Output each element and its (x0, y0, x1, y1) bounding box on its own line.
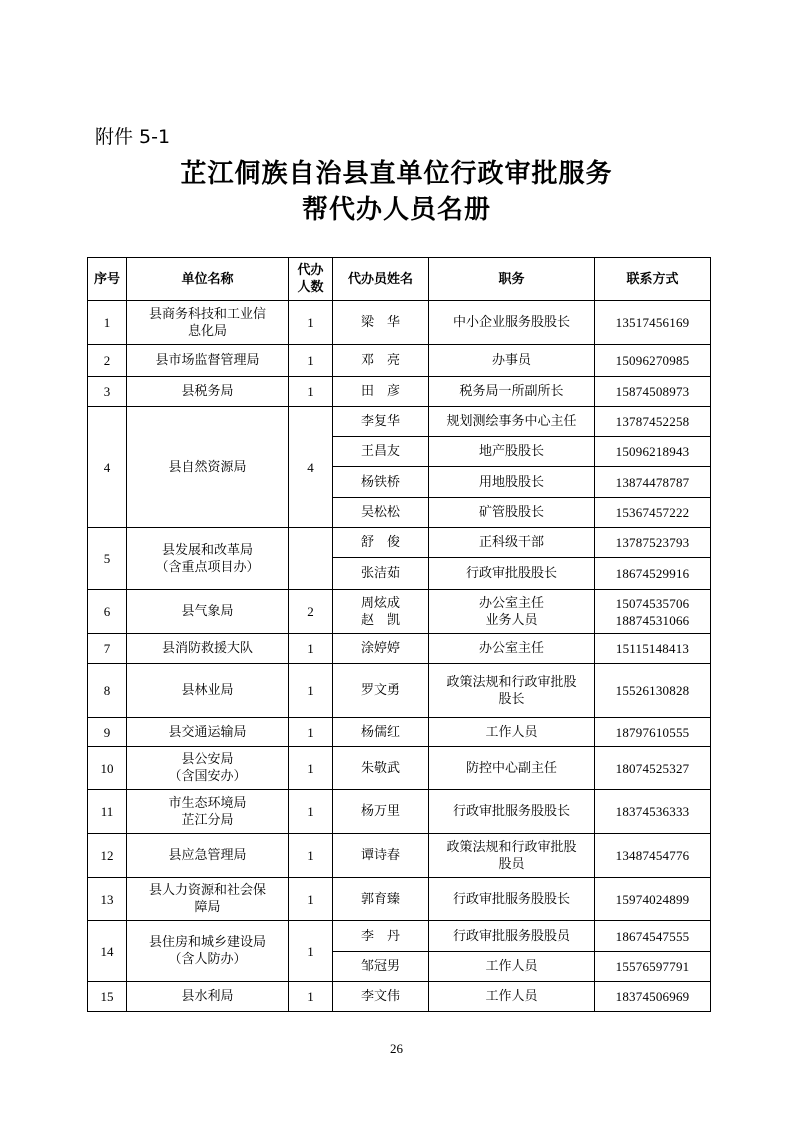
cell-phone: 18074525327 (595, 747, 711, 790)
cell-count: 1 (289, 634, 333, 664)
table-row (88, 345, 711, 377)
cell-position: 政策法规和行政审批股 股员 (429, 834, 595, 878)
cell-position: 矿管股股长 (429, 498, 595, 528)
staff-roster-table (87, 257, 711, 1012)
cell-agent: 邹冠男 (333, 952, 429, 982)
cell-phone: 18674529916 (595, 558, 711, 590)
cell-seq: 13 (88, 878, 127, 921)
cell-seq: 10 (88, 747, 127, 790)
cell-unit: 县应急管理局 (127, 834, 289, 878)
cell-agent: 田 彦 (333, 377, 429, 407)
cell-position: 办公室主任 (429, 634, 595, 664)
cell-agent: 梁 华 (333, 301, 429, 345)
cell-phone: 15526130828 (595, 664, 711, 718)
cell-unit: 县公安局 （含国安办） (127, 747, 289, 790)
cell-position: 行政审批服务股股长 (429, 878, 595, 921)
cell-count: 1 (289, 377, 333, 407)
cell-count (289, 528, 333, 590)
table-header-row (88, 258, 711, 301)
cell-agent: 谭诗春 (333, 834, 429, 878)
cell-unit: 县水利局 (127, 982, 289, 1012)
cell-phone: 18374536333 (595, 790, 711, 834)
cell-position: 正科级干部 (429, 528, 595, 558)
cell-count: 4 (289, 407, 333, 528)
cell-count: 1 (289, 345, 333, 377)
cell-count: 1 (289, 301, 333, 345)
cell-position: 行政审批服务股股长 (429, 790, 595, 834)
cell-agent: 罗文勇 (333, 664, 429, 718)
cell-agent: 李复华 (333, 407, 429, 437)
document-title-line1: 芷江侗族自治县直单位行政审批服务 (180, 159, 613, 189)
cell-count: 1 (289, 747, 333, 790)
cell-unit: 县自然资源局 (127, 407, 289, 528)
cell-position: 税务局一所副所长 (429, 377, 595, 407)
table-row (88, 718, 711, 747)
cell-count: 1 (289, 878, 333, 921)
table-row (88, 301, 711, 345)
cell-count: 1 (289, 921, 333, 982)
cell-seq: 9 (88, 718, 127, 747)
cell-unit: 县人力资源和社会保 障局 (127, 878, 289, 921)
cell-position: 办公室主任 业务人员 (429, 590, 595, 634)
table-row (88, 878, 711, 921)
cell-agent: 李 丹 (333, 921, 429, 952)
cell-phone: 13874478787 (595, 467, 711, 498)
document-title-line2: 帮代办人员名册 (301, 195, 491, 225)
cell-phone: 13787452258 (595, 407, 711, 437)
cell-position: 工作人员 (429, 718, 595, 747)
cell-seq: 8 (88, 664, 127, 718)
header-contact: 联系方式 (595, 258, 711, 301)
cell-position: 政策法规和行政审批股 股长 (429, 664, 595, 718)
cell-agent: 朱敬武 (333, 747, 429, 790)
cell-seq: 3 (88, 377, 127, 407)
table-row (88, 834, 711, 878)
cell-position: 防控中心副主任 (429, 747, 595, 790)
cell-count: 1 (289, 982, 333, 1012)
page-number: 26 (390, 1041, 403, 1056)
cell-position: 行政审批股股长 (429, 558, 595, 590)
cell-agent: 张洁茹 (333, 558, 429, 590)
cell-seq: 7 (88, 634, 127, 664)
cell-position: 工作人员 (429, 952, 595, 982)
attachment-label: 附件 5-1 (95, 126, 171, 148)
cell-agent: 王昌友 (333, 437, 429, 467)
cell-phone: 15974024899 (595, 878, 711, 921)
cell-phone: 13487454776 (595, 834, 711, 878)
cell-phone: 18674547555 (595, 921, 711, 952)
cell-unit: 县气象局 (127, 590, 289, 634)
cell-position: 用地股股长 (429, 467, 595, 498)
cell-unit: 县商务科技和工业信 息化局 (127, 301, 289, 345)
table-row (88, 528, 711, 558)
cell-seq: 6 (88, 590, 127, 634)
cell-seq: 12 (88, 834, 127, 878)
cell-count: 1 (289, 834, 333, 878)
table-row (88, 634, 711, 664)
cell-position: 行政审批服务股股员 (429, 921, 595, 952)
cell-unit: 县消防救援大队 (127, 634, 289, 664)
header-agent: 代办员姓名 (333, 258, 429, 301)
cell-count: 1 (289, 664, 333, 718)
cell-phone: 15367457222 (595, 498, 711, 528)
cell-seq: 14 (88, 921, 127, 982)
cell-position: 办事员 (429, 345, 595, 377)
table-row (88, 407, 711, 437)
cell-seq: 2 (88, 345, 127, 377)
cell-count: 1 (289, 790, 333, 834)
cell-position: 工作人员 (429, 982, 595, 1012)
cell-seq: 11 (88, 790, 127, 834)
cell-position: 中小企业服务股股长 (429, 301, 595, 345)
cell-phone: 13517456169 (595, 301, 711, 345)
header-seq: 序号 (88, 258, 127, 301)
cell-unit: 县林业局 (127, 664, 289, 718)
cell-unit: 县税务局 (127, 377, 289, 407)
cell-unit: 县市场监督管理局 (127, 345, 289, 377)
table-row (88, 590, 711, 634)
table-row (88, 747, 711, 790)
header-position: 职务 (429, 258, 595, 301)
cell-phone: 15096218943 (595, 437, 711, 467)
cell-phone: 15874508973 (595, 377, 711, 407)
cell-agent: 杨万里 (333, 790, 429, 834)
table-row (88, 664, 711, 718)
cell-position: 地产股股长 (429, 437, 595, 467)
cell-agent: 郭育臻 (333, 878, 429, 921)
table-row (88, 377, 711, 407)
cell-unit: 县住房和城乡建设局 （含人防办） (127, 921, 289, 982)
cell-seq: 4 (88, 407, 127, 528)
cell-phone: 18374506969 (595, 982, 711, 1012)
cell-position: 规划测绘事务中心主任 (429, 407, 595, 437)
cell-phone: 13787523793 (595, 528, 711, 558)
cell-unit: 市生态环境局 芷江分局 (127, 790, 289, 834)
cell-agent: 邓 亮 (333, 345, 429, 377)
cell-agent: 杨儒红 (333, 718, 429, 747)
cell-agent: 涂婷婷 (333, 634, 429, 664)
table-row (88, 790, 711, 834)
header-count: 代办人数 (289, 258, 333, 301)
cell-seq: 5 (88, 528, 127, 590)
cell-seq: 1 (88, 301, 127, 345)
cell-count: 1 (289, 718, 333, 747)
table-row (88, 921, 711, 952)
table-row (88, 982, 711, 1012)
cell-phone: 18797610555 (595, 718, 711, 747)
header-unit: 单位名称 (127, 258, 289, 301)
cell-phone: 15074535706 18874531066 (595, 590, 711, 634)
cell-agent: 杨铁桥 (333, 467, 429, 498)
cell-seq: 15 (88, 982, 127, 1012)
cell-phone: 15576597791 (595, 952, 711, 982)
cell-agent: 舒 俊 (333, 528, 429, 558)
cell-agent: 周炫成 赵 凯 (333, 590, 429, 634)
cell-phone: 15115148413 (595, 634, 711, 664)
cell-unit: 县交通运输局 (127, 718, 289, 747)
cell-unit: 县发展和改革局 （含重点项目办） (127, 528, 289, 590)
cell-phone: 15096270985 (595, 345, 711, 377)
cell-count: 2 (289, 590, 333, 634)
cell-agent: 李文伟 (333, 982, 429, 1012)
cell-agent: 吴松松 (333, 498, 429, 528)
